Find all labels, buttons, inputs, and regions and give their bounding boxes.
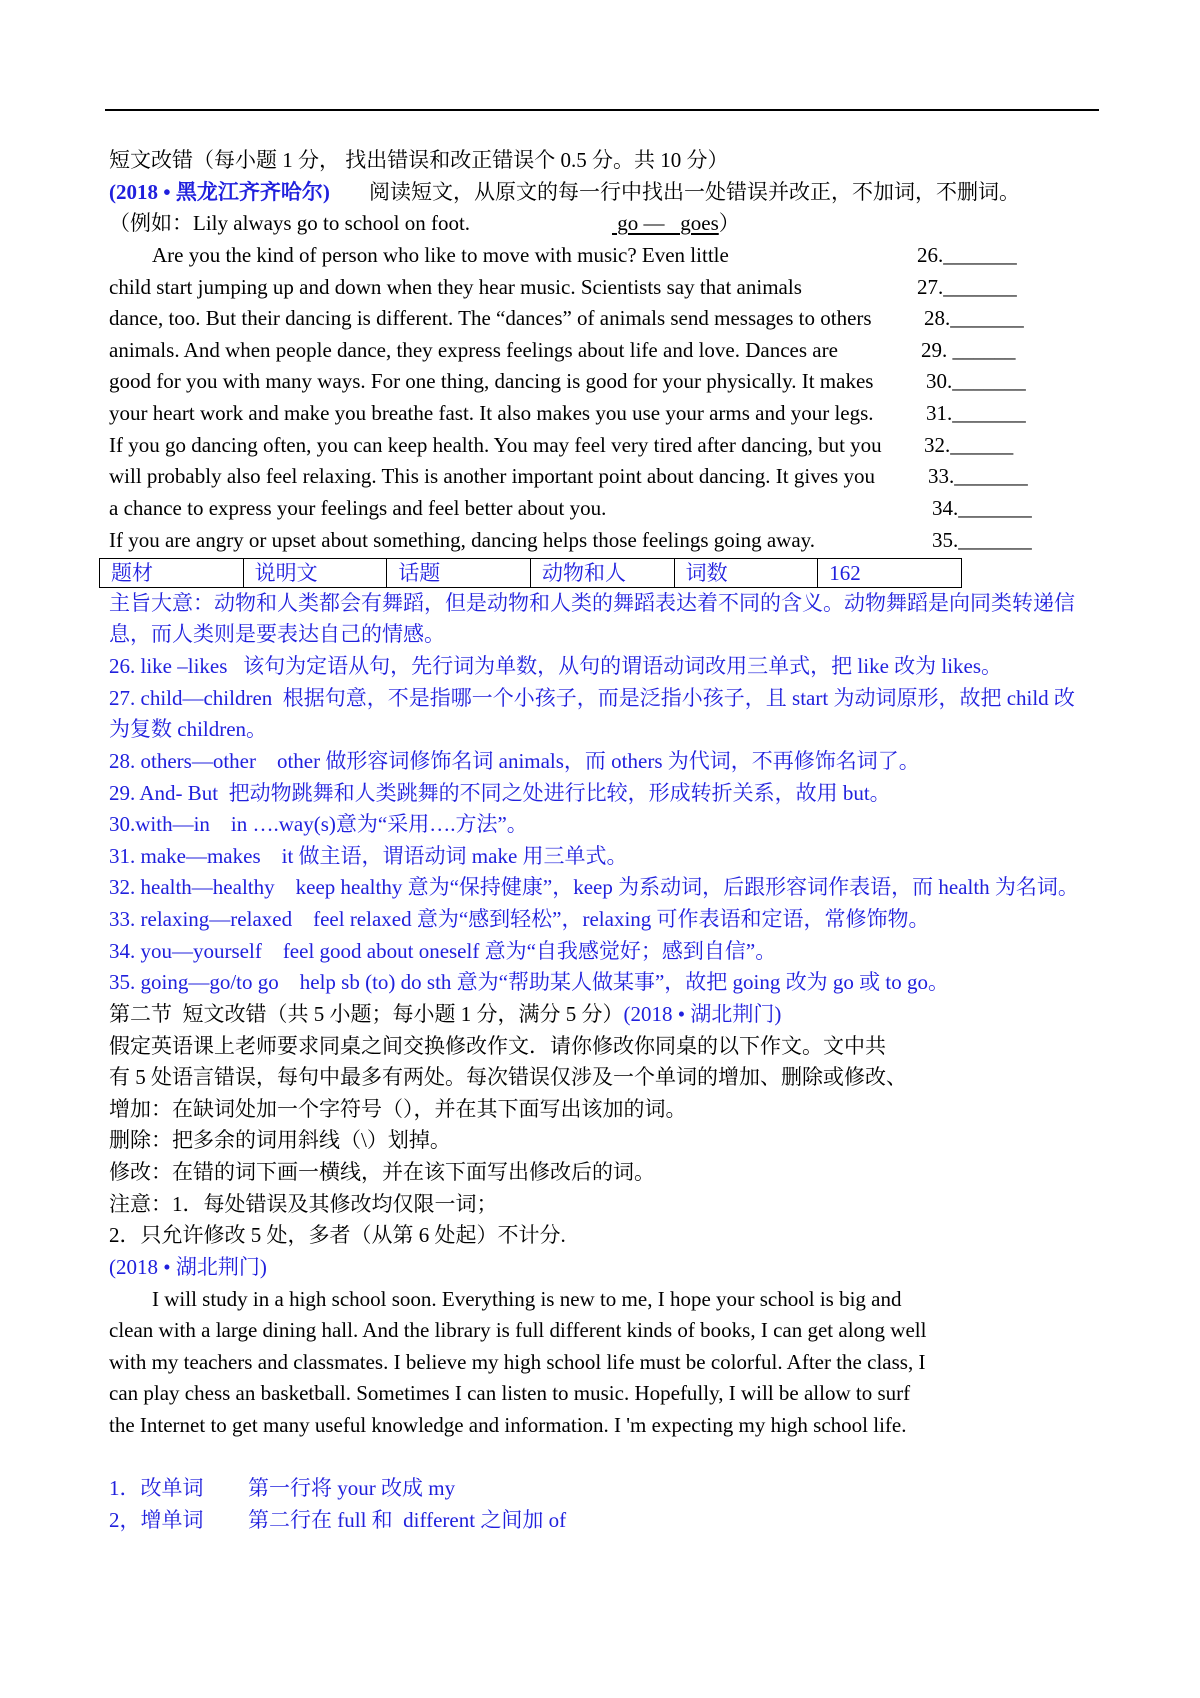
- instruction-line: [109, 1125, 1179, 1157]
- passage-text: child start jumping up and down when they hear music. Scientists say that animals: [109, 274, 802, 299]
- main-idea-text: 息，而人类则是要表达自己的情感。: [109, 622, 445, 647]
- explanation-line: [109, 778, 1179, 810]
- explanation-text: 28. others—other other 做形容词修饰名词 animals，而 others 为代词，不再修饰名词了。: [109, 748, 920, 773]
- section1-heading-line: [109, 145, 1179, 177]
- passage-line: [109, 430, 1179, 462]
- instruction-line: [109, 1094, 1179, 1126]
- table-cell-topic-label: 话题: [387, 559, 531, 588]
- passage-line: [109, 493, 1179, 525]
- main-idea-text: 主旨大意：动物和人类都会有舞蹈，但是动物和人类的舞蹈表达着不同的含义。动物舞蹈是向同类转递信: [109, 590, 1075, 615]
- explanation-text: 26. like –likes 该句为定语从句，先行词为单数，从句的谓语动词改用三单式，把 like 改为 likes。: [109, 654, 1003, 678]
- passage-text: If you are angry or upset about something, dancing helps those feelings going away.: [109, 527, 816, 552]
- passage-line: [109, 525, 1179, 557]
- answer-blank: 30._______: [926, 369, 1026, 394]
- explanation-line: [109, 967, 1179, 999]
- explanation-text: 为复数 children。: [109, 717, 268, 742]
- passage-line: [109, 240, 1179, 272]
- section2-source-line: [109, 1252, 1179, 1284]
- explanation-line: [109, 746, 1179, 778]
- table-cell-wordcount-value: 162: [818, 559, 962, 588]
- example-answer: go — goes: [612, 211, 719, 236]
- passage-text: good for you with many ways. For one thing, dancing is good for your physically. It makes: [109, 369, 874, 394]
- instruction-text: 2．只允许修改 5 处，多者（从第 6 处起）不计分.: [109, 1223, 566, 1248]
- instruction-line: [109, 1189, 1179, 1221]
- explanation-line: [109, 651, 1179, 683]
- essay-text: the Internet to get many useful knowledge and information. I 'm expecting my high school life.: [109, 1413, 907, 1437]
- example-suffix: ）: [718, 211, 740, 236]
- answer-line: [109, 1473, 1179, 1505]
- essay-text: I will study in a high school soon. Everything is new to me, I hope your school is big and: [152, 1286, 902, 1311]
- explanation-line: [109, 904, 1179, 936]
- section1-instruction: 阅读短文，从原文的每一行中找出一处错误并改正，不加词，不删词。: [369, 179, 1020, 204]
- passage-text: Are you the kind of person who like to move with music? Even little: [152, 242, 729, 267]
- passage-text: will probably also feel relaxing. This is another important point about dancing. It gives you: [109, 464, 875, 489]
- example-prefix: （例如：Lily always go to school on foot.: [109, 211, 471, 236]
- answer-detail: 第一行将 your 改成 my: [248, 1476, 456, 1501]
- section2-heading-source: (2018 • 湖北荆门): [623, 1001, 782, 1026]
- answer-type: 2，增单词: [109, 1507, 204, 1532]
- answer-blank: 29. ______: [921, 337, 1016, 362]
- passage-text: dance, too. But their dancing is different. The “dances” of animals send messages to others: [109, 306, 872, 331]
- passage-line: [109, 335, 1179, 367]
- essay-text: clean with a large dining hall. And the library is full different kinds of books, I can get along well: [109, 1318, 927, 1343]
- passage-text: If you go dancing often, you can keep health. You may feel very tired after dancing, but you: [109, 432, 882, 457]
- explanation-line: [109, 872, 1179, 904]
- explanation-text: 29. And- But 把动物跳舞和人类跳舞的不同之处进行比较，形成转折关系，故用 but。: [109, 780, 891, 805]
- explanation-line: [109, 936, 1179, 968]
- explanation-text: 33. relaxing—relaxed feel relaxed 意为“感到轻松”，relaxing 可作表语和定语，常修饰物。: [109, 907, 930, 931]
- passage-line: [109, 366, 1179, 398]
- section1-heading: 短文改错（每小题 1 分， 找出错误和改正错误个 0.5 分。共 10 分）: [109, 148, 729, 172]
- example-correction: [612, 208, 740, 240]
- passage-line: [109, 303, 1179, 335]
- info-table-slot: [109, 556, 1179, 588]
- answer-blank: 28._______: [924, 306, 1024, 331]
- answer-blank: 33._______: [928, 464, 1028, 489]
- table-cell-topic-value: 动物和人: [530, 559, 674, 588]
- section2-heading: 第二节 短文改错（共 5 小题；每小题 1 分，满分 5 分）: [109, 1001, 624, 1026]
- section2-source-label: (2018 • 湖北荆门): [109, 1254, 267, 1279]
- essay-line: [109, 1410, 1179, 1442]
- passage-line: [109, 461, 1179, 493]
- instruction-text: 有 5 处语言错误，每句中最多有两处。每次错误仅涉及一个单词的增加、删除或修改、: [109, 1065, 907, 1090]
- instruction-line: [109, 1062, 1179, 1094]
- header-rule: [105, 109, 1099, 111]
- main-idea-line: [109, 619, 1179, 651]
- section2-heading-line: [109, 999, 1179, 1031]
- answer-blank: 27._______: [917, 274, 1017, 299]
- passage-line: [109, 272, 1179, 304]
- answer-blank: 35._______: [932, 527, 1032, 552]
- answer-blank: 32.______: [924, 432, 1014, 457]
- passage-text: your heart work and make you breathe fast. It also makes you use your arms and your legs.: [109, 401, 874, 425]
- info-table: [99, 558, 962, 588]
- essay-line: [109, 1347, 1179, 1379]
- spacer-line: [109, 1442, 1179, 1474]
- passage-text: animals. And when people dance, they express feelings about life and love. Dances are: [109, 337, 838, 362]
- passage-line: [109, 398, 1179, 430]
- explanation-text: 27. child—children 根据句意，不是指哪一个小孩子，而是泛指小孩子，且 start 为动词原形，故把 child 改: [109, 685, 1075, 710]
- instruction-line: [109, 1031, 1179, 1063]
- passage-text: a chance to express your feelings and feel better about you.: [109, 495, 607, 520]
- instruction-text: 增加：在缺词处加一个字符号（），并在其下面写出该加的词。: [109, 1096, 687, 1121]
- answer-blank: 26._______: [917, 242, 1017, 267]
- essay-line: [109, 1378, 1179, 1410]
- table-cell-genre-value: 说明文: [243, 559, 387, 588]
- explanation-text: 30.with—in in ….way(s)意为“采用….方法”。: [109, 812, 528, 837]
- table-cell-wordcount-label: 词数: [674, 559, 818, 588]
- section1-source-line: [109, 177, 1179, 209]
- instruction-text: 假定英语课上老师要求同桌之间交换修改作文．请你修改你同桌的以下作文。文中共: [109, 1033, 886, 1058]
- example-line: [109, 208, 1179, 240]
- document-body: [109, 145, 1179, 1537]
- table-cell-genre-label: 题材: [100, 559, 244, 588]
- explanation-text: 34. you—yourself feel good about oneself 意为“自我感觉好；感到自信”。: [109, 938, 777, 963]
- explanation-line: [109, 841, 1179, 873]
- essay-line: [109, 1284, 1179, 1316]
- table-row: [100, 559, 962, 588]
- answer-blank: 31._______: [926, 401, 1026, 425]
- essay-line: [109, 1315, 1179, 1347]
- essay-text: with my teachers and classmates. I believe my high school life must be colorful. After the class, I: [109, 1349, 926, 1374]
- explanation-line: [109, 714, 1179, 746]
- instruction-line: [109, 1220, 1179, 1252]
- main-idea-line: [109, 588, 1179, 620]
- explanation-line: [109, 809, 1179, 841]
- explanation-text: 31. make—makes it 做主语，谓语动词 make 用三单式。: [109, 843, 628, 868]
- explanation-line: [109, 683, 1179, 715]
- answer-blank: 34._______: [932, 495, 1032, 520]
- instruction-line: [109, 1157, 1179, 1189]
- answer-line: [109, 1505, 1179, 1537]
- answer-type: 1．改单词: [109, 1476, 204, 1501]
- explanation-text: 35. going—go/to go help sb (to) do sth 意为“帮助某人做某事”，故把 going 改为 go 或 to go。: [109, 970, 949, 995]
- essay-text: can play chess an basketball. Sometimes I can listen to music. Hopefully, I will be allow to surf: [109, 1381, 911, 1406]
- explanation-text: 32. health—healthy keep healthy 意为“保持健康”，keep 为系动词，后跟形容词作表语，而 health 为名词。: [109, 875, 1079, 900]
- section1-source-label: (2018 • 黑龙江齐齐哈尔): [109, 179, 330, 204]
- answer-detail: 第二行在 full 和 different 之间加 of: [248, 1507, 567, 1532]
- instruction-text: 注意：1．每处错误及其修改均仅限一词；: [109, 1191, 498, 1216]
- instruction-text: 删除：把多余的词用斜线（\）划掉。: [109, 1128, 451, 1153]
- instruction-text: 修改：在错的词下画一横线，并在该下面写出修改后的词。: [109, 1160, 655, 1184]
